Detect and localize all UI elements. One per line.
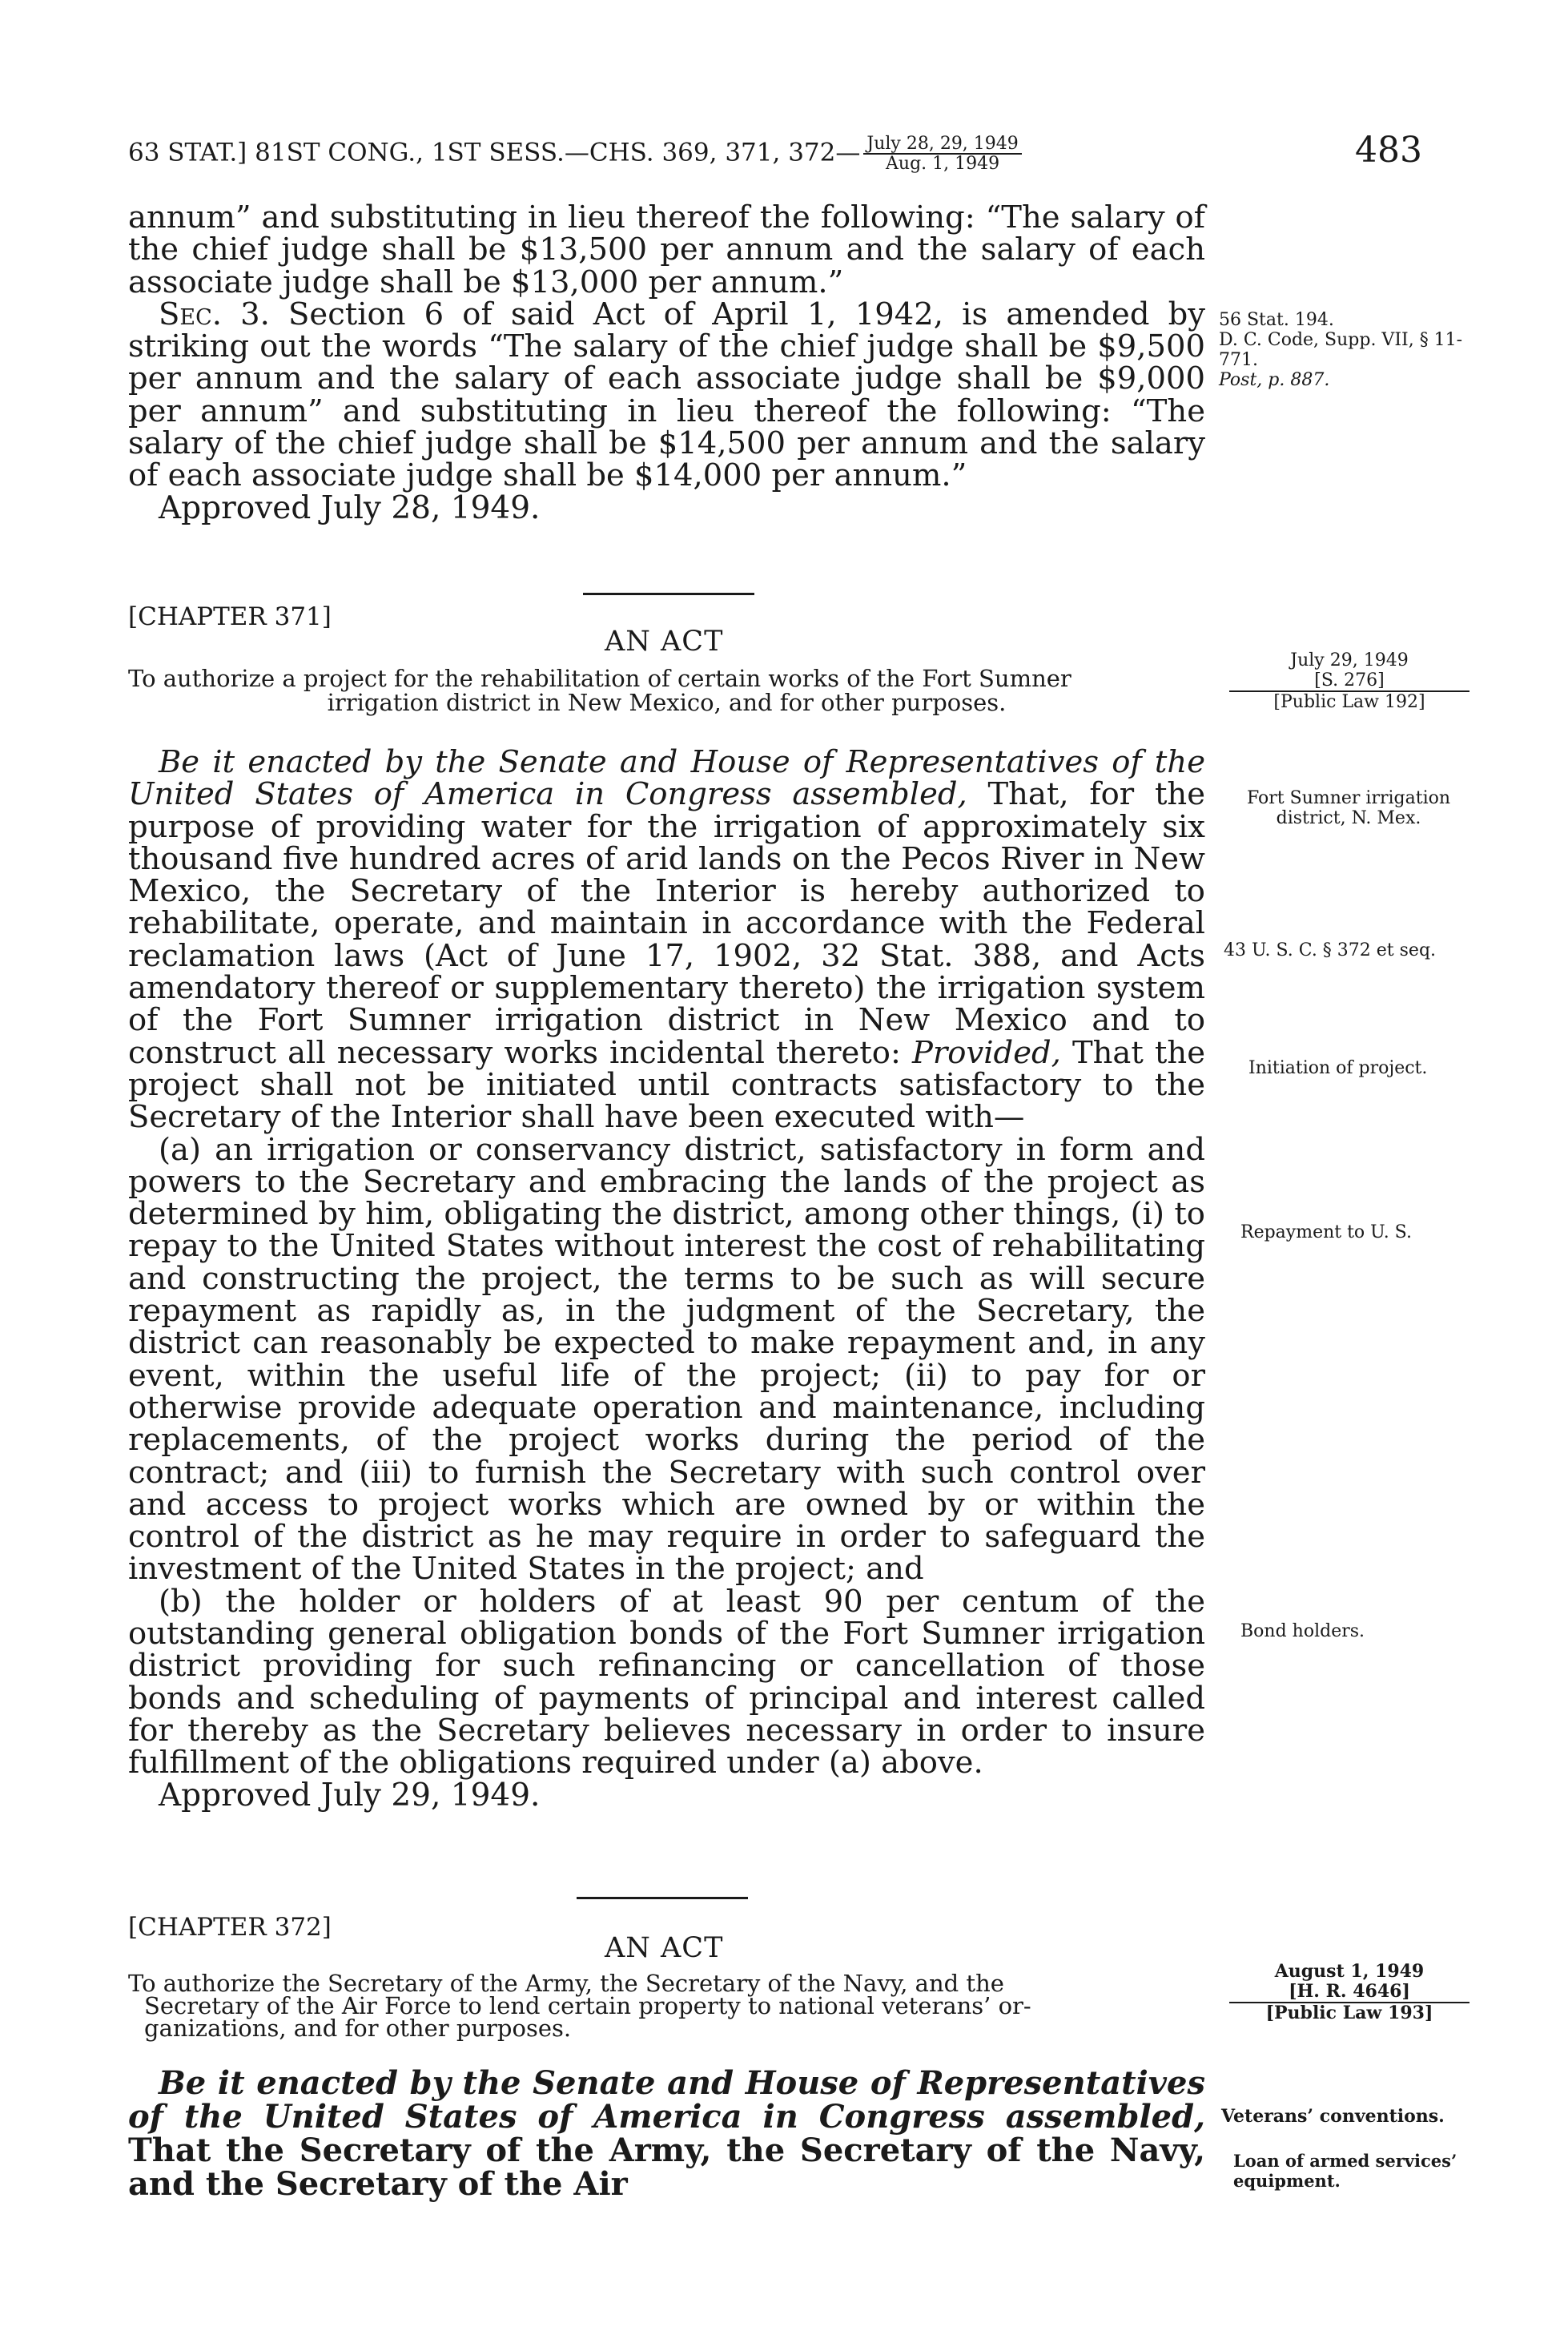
chapter-371-margin-ref [1229, 650, 1469, 712]
provided-word: Provided, [912, 1034, 1061, 1071]
header-date-bottom: Aug. 1, 1949 [886, 154, 1000, 175]
chapter-371-para-1 [128, 744, 1206, 1136]
chapter-372-margin-ref [1229, 1962, 1469, 2023]
chapter-371-title-line2: irrigation district in New Mexico, and for other purposes. [327, 689, 1007, 716]
sec-three-label: Sec. 3. [159, 296, 270, 332]
sec-three [128, 296, 1206, 494]
margin-ref-code: D. C. Code, Supp. VII, § 11-771. [1219, 330, 1463, 370]
margin-note-initiation: Initiation of project. [1248, 1058, 1428, 1078]
chapter-372-heading: AN ACT [605, 1932, 724, 1964]
divider-rule [583, 593, 754, 595]
header-citation [128, 135, 1022, 173]
chapter-372-title-line3: ganizations, and for other purposes. [144, 2015, 572, 2042]
chapter-371-label: [CHAPTER 371] [128, 602, 332, 631]
margin-note-usc: 43 U. S. C. § 372 et seq. [1224, 940, 1437, 960]
chapter-371-bill: [S. 276] [1229, 670, 1469, 692]
margin-note-bond-holders: Bond holders. [1240, 1621, 1365, 1641]
chapter-371-para-b: (b) the holder or holders of at least 90 per centum of the outstanding general obligation bonds of the Fort Sumner irrigation district providing for such refinancing or cancellation of those bonds and scheduling of payments of principal and interest called for thereby as the Secretary believes necessary in order to insure fulfillment of the obligations required under (a) above. [128, 1583, 1205, 1781]
chapter-372-bill: [H. R. 4646] [1229, 1982, 1469, 2003]
chapter-371-para-a: (a) an irrigation or conservancy district, satisfactory in form and powers to the Secretary and embracing the lands of the project as determined by him, obligating the district, among other things, (i) to repay to the United States without interest the cost of rehabilitating and constructing the project, the terms to be such as will secure repayment as rapidly as, in the judgment of the Secretary, the district can reasonably be expected to make repayment and, in any event, within the useful life of the project; (ii) to pay for or otherwise provide adequate operation and maintenance, including replacements, of the project works during the period of the contract; and (iii) to furnish the Secretary with such control over and access to project works which are owned by or within the control of the district as he may require in order to safeguard the investment of the United States in the project; and [128, 1131, 1205, 1588]
chapter-372-body [128, 2064, 1205, 2203]
margin-note-sec-three [1219, 310, 1467, 390]
header-citation-text: 63 STAT.] 81ST CONG., 1ST SESS.—CHS. 369, 371, 372— [128, 138, 861, 167]
header-dates [863, 135, 1021, 173]
margin-ref-post: Post, p. 887. [1219, 370, 1330, 390]
chapter-372-text: That the Secretary of the Army, the Secretary of the Navy, and the Secretary of the Air [128, 2132, 1205, 2203]
margin-note-repayment: Repayment to U. S. [1240, 1222, 1412, 1242]
section-block-1 [128, 199, 1206, 526]
sec-two-tail: annum” and substituting in lieu thereof the following: “The salary of the chief judge shall be $13,500 per annum and the salary of each associate judge shall be $13,000 per annum.” [128, 199, 1205, 300]
chapter-372-para-1 [128, 2064, 1205, 2203]
para-1-part-1: That, for the purpose of providing water for the irrigation of approximately six thousand five hundred acres of arid lands on the Pecos River in New Mexico, the Secretary of the Interior is hereby authorized to rehabilitate, operate, and maintain in accordance with the Federal reclamation laws (Act of June 17, 1902, 32 Stat. 388, and Acts amendatory thereof or supplementary thereto) the irrigation system of the Fort Sumner irrigation district in New Mexico and to construct all necessary works incidental thereto: [128, 776, 1206, 1071]
enacting-clause-371: Be it enacted by the Senate and House of Representatives of the United States of America in Congress assembled, [128, 744, 1205, 813]
chapter-371-body [128, 744, 1206, 1814]
chapter-371-title-line1: To authorize a project for the rehabilitation of certain works of the Fort Sumner [128, 665, 1071, 692]
divider-rule-2 [577, 1897, 748, 1899]
chapter-371-title [128, 666, 1205, 715]
running-header [128, 130, 1474, 183]
chapter-371-date: July 29, 1949 [1290, 650, 1409, 670]
chapter-372-date: August 1, 1949 [1274, 1961, 1425, 1982]
margin-ref-stat: 56 Stat. 194. [1219, 310, 1334, 330]
chapter-372-label: [CHAPTER 372] [128, 1913, 332, 1942]
chapter-371-heading: AN ACT [605, 626, 724, 658]
margin-note-fort-sumner: Fort Sumner irrigation district, N. Mex. [1246, 788, 1451, 828]
chapter-372-public-law: [Public Law 193] [1265, 2003, 1433, 2023]
header-date-top: July 28, 29, 1949 [863, 135, 1021, 155]
sec-three-text: Section 6 of said Act of April 1, 1942, is amended by striking out the words “The salary of the chief judge shall be $9,500 per annum and the salary of each associate judge shall be $9,000 per annum” and substituting in lieu thereof the following: “The salary of the chief judge shall be $14,500 per annum and the salary of each associate judge shall be $14,000 per annum.” [128, 296, 1206, 494]
approved-july-28: Approved July 28, 1949. [159, 489, 541, 526]
margin-note-veterans: Veterans’ conventions. [1221, 2106, 1445, 2127]
chapter-372-title-line2: Secretary of the Air Force to lend certain property to national veterans’ or- [144, 1992, 1031, 2019]
margin-note-loan: Loan of armed services’ equipment. [1233, 2151, 1457, 2191]
chapter-371-public-law: [Public Law 192] [1273, 692, 1425, 712]
enacting-clause-372: Be it enacted by the Senate and House of Representatives of the United States of America in Congress assembled, [128, 2064, 1205, 2136]
para-1-part-2: That the project shall not be initiated until contracts satisfactory to the Secretary of the Interior shall have been executed with— [128, 1034, 1205, 1136]
page-number: 483 [1355, 130, 1422, 171]
chapter-372-title [128, 1970, 1205, 2042]
approved-july-29: Approved July 29, 1949. [159, 1777, 541, 1814]
chapter-372-title-line1: To authorize the Secretary of the Army, the Secretary of the Navy, and the [128, 1970, 1004, 1997]
